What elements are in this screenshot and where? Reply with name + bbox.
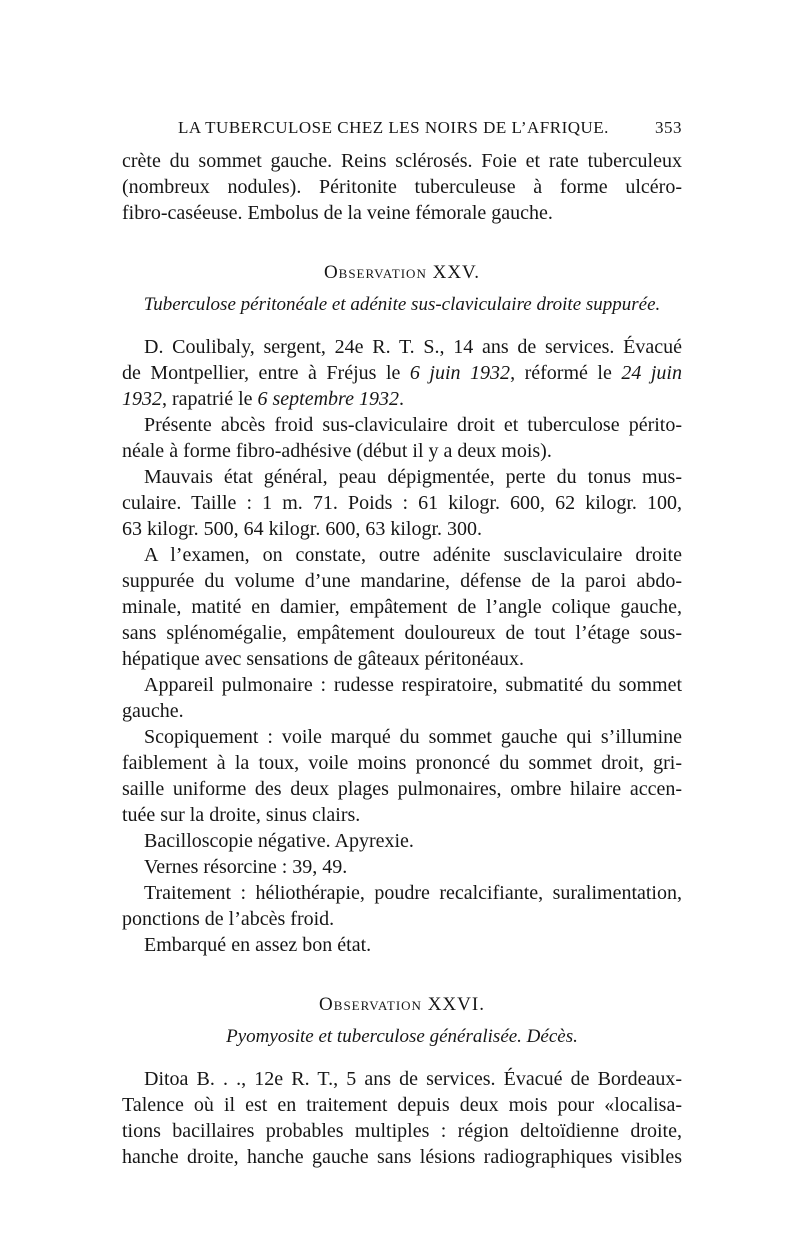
observation-26-title [122, 992, 682, 1018]
text-line: Appareil pulmonaire : rudesse respiratoire, submatité du sommet [144, 674, 682, 696]
observation-number: XXV. [432, 262, 481, 283]
text-line: Traitement : héliothérapie, poudre recalcifiante, suralimentation, [144, 882, 682, 904]
text-line: Présente abcès froid sus-claviculaire droit et tuberculose périto- [144, 414, 682, 436]
observation-label: Observation [323, 262, 427, 283]
running-header [178, 118, 682, 138]
text-line: saille uniforme des deux plages pulmonaires, ombre hilaire accen- [122, 778, 682, 800]
observation-25-title [122, 260, 682, 286]
text-line: suppurée du volume d’une mandarine, défense de la paroi abdo- [122, 570, 682, 592]
page-number: 353 [655, 118, 682, 137]
italic-date: 24 juin [621, 362, 682, 384]
text-line: tuée sur la droite, sinus clairs. [122, 804, 361, 826]
text-line: Mauvais état général, peau dépigmentée, perte du tonus mus- [144, 466, 682, 488]
text-line: 1932, rapatrié le 6 septembre 1932. [122, 388, 404, 410]
observation-number: XXVI. [427, 994, 485, 1015]
text-line: (nombreux nodules). Péritonite tuberculeuse à forme ulcéro- [122, 176, 682, 198]
text-line: crète du sommet gauche. Reins sclérosés. Foie et rate tuberculeux [122, 150, 682, 172]
text-line: Ditoa B. . ., 12e R. T., 5 ans de services. Évacué de Bordeaux- [144, 1068, 682, 1090]
text-line: gauche. [122, 700, 184, 722]
text-line: Embarqué en assez bon état. [144, 934, 372, 956]
text-line: D. Coulibaly, sergent, 24e R. T. S., 14 ans de services. Évacué [144, 336, 682, 358]
text-column [122, 148, 682, 1170]
text-line: Bacilloscopie négative. Apyrexie. [144, 830, 414, 852]
text-line: ponctions de l’abcès froid. [122, 908, 335, 930]
text-line: tions bacillaires probables multiples : région deltoïdienne droite, [122, 1120, 682, 1142]
observation-26-body [122, 1066, 682, 1170]
observation-25-body [122, 334, 682, 958]
text-line: minale, matité en damier, empâtement de l’angle colique gauche, [122, 596, 682, 618]
italic-date: 6 septembre 1932 [257, 388, 399, 410]
observation-label: Observation [319, 994, 422, 1015]
text-line: sans splénomégalie, empâtement douloureux de tout l’étage sous- [122, 622, 682, 644]
intro-paragraph [122, 148, 682, 226]
italic-date: 6 juin 1932 [409, 362, 511, 384]
text-line: néale à forme fibro-adhésive (début il y a deux mois). [122, 440, 552, 462]
text-line: A l’examen, on constate, outre adénite susclaviculaire droite [144, 544, 682, 566]
observation-25-subtitle: Tuberculose péritonéale et adénite sus-claviculaire droite suppurée. [143, 294, 661, 315]
text-line: de Montpellier, entre à Fréjus le 6 juin 1932, réformé le 24 juin [122, 362, 682, 384]
text-line: hépatique avec sensations de gâteaux péritonéaux. [122, 648, 525, 670]
text-line: Talence où il est en traitement depuis deux mois pour «localisa- [122, 1094, 682, 1116]
text-line: Vernes résorcine : 39, 49. [144, 856, 348, 878]
text-line: 63 kilogr. 500, 64 kilogr. 600, 63 kilogr. 300. [122, 518, 483, 540]
text-line: faiblement à la toux, voile moins prononcé du sommet droit, gri- [122, 752, 682, 774]
text-line: hanche droite, hanche gauche sans lésions radiographiques visibles [122, 1146, 682, 1168]
running-title: LA TUBERCULOSE CHEZ LES NOIRS DE L’AFRIQUE. [178, 118, 609, 137]
text-line: fibro-caséeuse. Embolus de la veine fémorale gauche. [122, 202, 553, 224]
text-line: Scopiquement : voile marqué du sommet gauche qui s’illumine [144, 726, 682, 748]
text-line: culaire. Taille : 1 m. 71. Poids : 61 kilogr. 600, 62 kilogr. 100, [122, 492, 682, 514]
observation-26-subtitle: Pyomyosite et tuberculose généralisée. Décès. [226, 1026, 578, 1047]
italic-date: 1932 [122, 388, 162, 410]
